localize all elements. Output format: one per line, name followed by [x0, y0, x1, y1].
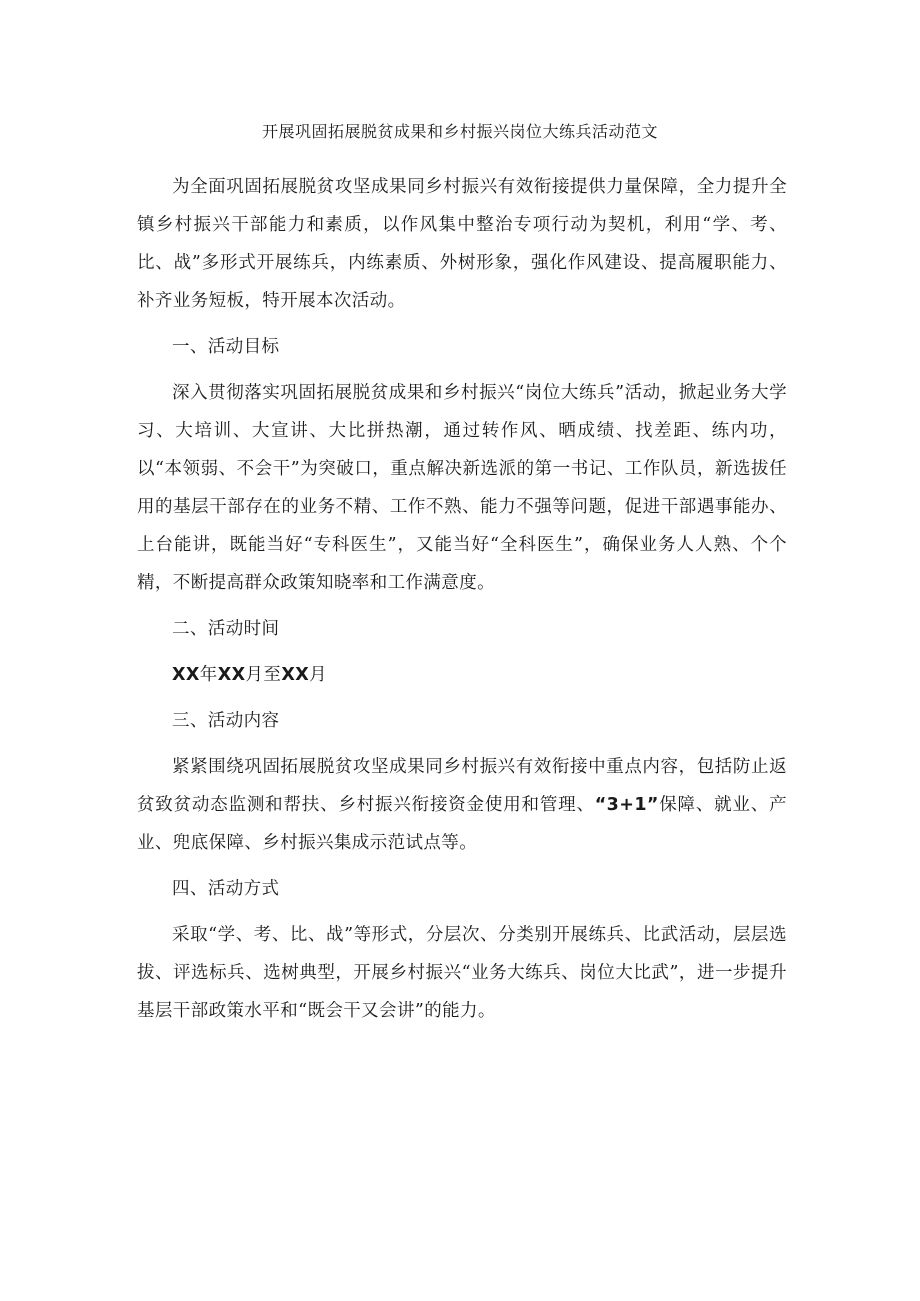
section-heading-time: 二、活动时间 — [172, 619, 280, 639]
section-body-time — [137, 656, 787, 694]
section-body-method: 采取“学、考、比、战”等形式，分层次、分类别开展练兵、比武活动，层层选拔、评选标兵、选树典型，开展乡村振兴“业务大练兵、岗位大比武”，进一步提升基层干部政策水平和“既会干又会讲”的能力。 — [137, 925, 787, 1021]
section-body-goals: 深入贯彻落实巩固拓展脱贫成果和乡村振兴“岗位大练兵”活动，掀起业务大学习、大培训、大宣讲、大比拼热潮，通过转作风、晒成绩、找差距、练内功，以“本领弱、不会干”为突破口，重点解决新选派的第一书记、工作队员，新选拔任用的基层干部存在的业务不精、工作不熟、能力不强等问题，促进干部遇事能办、上台能讲，既能当好“专科医生”，又能当好“全科医生”，确保业务人人熟、个个精，不断提高群众政策知晓率和工作满意度。 — [137, 383, 787, 593]
time-month-label: 月 — [309, 665, 328, 685]
section-heading-goals: 一、活动目标 — [172, 337, 280, 357]
content-bold-term: “3+1” — [594, 795, 659, 815]
time-xx-year: XX — [172, 665, 200, 685]
content-text-a: 紧紧围绕巩固拓展脱贫攻坚成果同乡村振兴有效衔接中重点内容，包括防止返贫致贫动态监测和帮扶、乡村振兴衔接资金使用和管理、 — [137, 757, 787, 815]
section-heading-method: 四、活动方式 — [172, 879, 280, 899]
section-body-content — [137, 748, 787, 862]
time-year-label: 年 — [199, 665, 218, 685]
content-text-b: 保障、就业、产业、兜底保障、乡村振兴集成示范试点等。 — [137, 795, 787, 853]
section-heading-content: 三、活动内容 — [172, 711, 280, 731]
time-to-label: 月至 — [245, 665, 282, 685]
document-title: 开展巩固拓展脱贫成果和乡村振兴岗位大练兵活动范文 — [261, 122, 658, 141]
intro-paragraph: 为全面巩固拓展脱贫攻坚成果同乡村振兴有效衔接提供力量保障，全力提升全镇乡村振兴干部能力和素质，以作风集中整治专项行动为契机，利用“学、考、比、战”多形式开展练兵，内练素质、外树形象，强化作风建设、提高履职能力、补齐业务短板，特开展本次活动。 — [137, 177, 787, 311]
time-xx-month-end: XX — [281, 665, 310, 685]
document-body — [137, 168, 787, 1038]
time-xx-month-start: XX — [217, 665, 246, 685]
